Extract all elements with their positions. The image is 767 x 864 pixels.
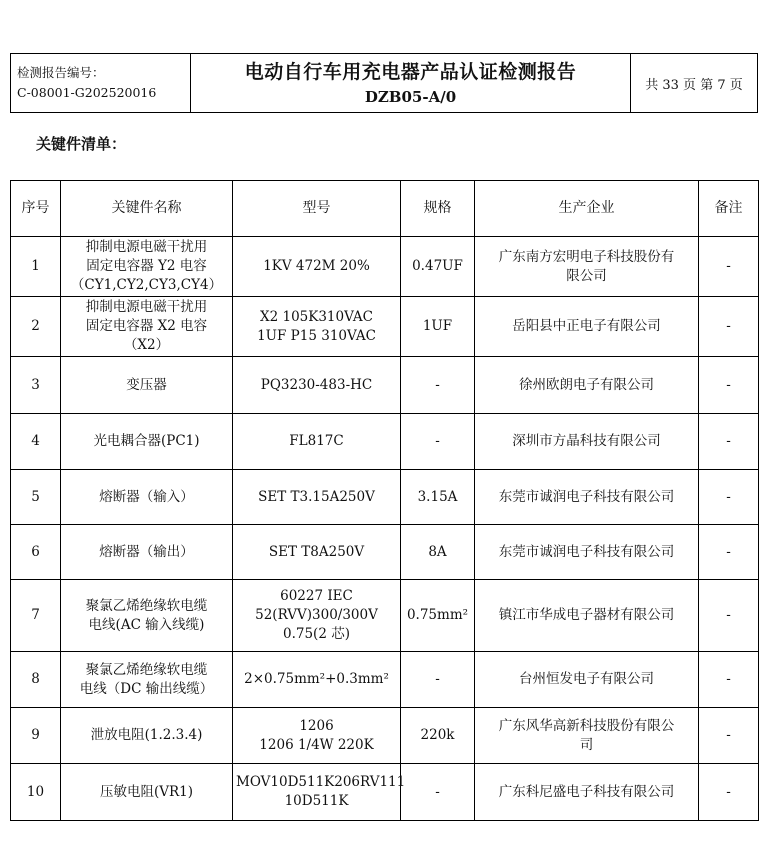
cell-maker <box>475 580 699 652</box>
cell-maker-line: 岳阳县中正电子有限公司 <box>512 318 661 334</box>
table-row <box>11 297 759 357</box>
cell-note: - <box>699 357 759 414</box>
cell-model <box>233 525 401 580</box>
cell-model <box>233 414 401 470</box>
cell-model-line: X2 105K310VAC <box>259 308 374 325</box>
cell-no: 8 <box>11 652 61 708</box>
cell-model-line: MOV10D511K206RV111 <box>236 774 406 790</box>
report-number-cell <box>11 54 191 112</box>
header-name: 关键件名称 <box>61 181 233 237</box>
cell-spec: 8A <box>401 525 475 580</box>
table-row <box>11 764 759 821</box>
cell-model <box>233 297 401 357</box>
cell-name-line: 固定电容器 Y2 电容 <box>86 258 207 274</box>
cell-no: 9 <box>11 708 61 764</box>
cell-maker <box>475 652 699 708</box>
cell-model-line: 2×0.75mm²+0.3mm² <box>244 671 389 687</box>
cell-model-line: PQ3230-483-HC <box>260 376 373 393</box>
cell-no: 10 <box>11 764 61 821</box>
cell-model-line: SET T3.15A250V <box>258 488 375 505</box>
cell-model-line: 0.75(2 芯) <box>283 626 350 642</box>
cell-spec: 0.47UF <box>401 237 475 297</box>
cell-note: - <box>699 414 759 470</box>
cell-no: 1 <box>11 237 61 297</box>
cell-name-line: （CY1,CY2,CY3,CY4） <box>70 277 223 293</box>
cell-model <box>233 652 401 708</box>
cell-no: 7 <box>11 580 61 652</box>
cell-note: - <box>699 580 759 652</box>
cell-maker-line: 司 <box>579 736 594 753</box>
cell-model <box>233 470 401 525</box>
cell-note: - <box>699 525 759 580</box>
cell-spec: - <box>401 764 475 821</box>
table-header-row <box>11 181 759 237</box>
cell-note: - <box>699 297 759 357</box>
table-row <box>11 525 759 580</box>
cell-note: - <box>699 237 759 297</box>
cell-name-line: 固定电容器 X2 电容 <box>85 318 208 334</box>
cell-model-line: SET T8A250V <box>268 543 365 560</box>
cell-model-line: 1UF P15 310VAC <box>257 327 376 344</box>
cell-spec: 0.75mm² <box>401 580 475 652</box>
cell-model-line: FL817C <box>289 433 344 449</box>
cell-model <box>233 764 406 821</box>
cell-name <box>61 525 233 580</box>
cell-spec: 1UF <box>401 297 475 357</box>
cell-name <box>61 470 233 525</box>
cell-name <box>61 237 233 297</box>
cell-spec: - <box>401 652 475 708</box>
cell-model <box>233 580 401 652</box>
cell-maker-line: 深圳市方晶科技有限公司 <box>512 433 661 449</box>
cell-no: 5 <box>11 470 61 525</box>
table-row <box>11 470 759 525</box>
cell-note: - <box>699 708 759 764</box>
report-code: DZB05-A/0 <box>364 88 457 106</box>
header-note: 备注 <box>699 181 759 237</box>
cell-maker-line: 徐州欧朗电子有限公司 <box>519 376 654 393</box>
cell-note: - <box>699 764 759 821</box>
cell-spec: - <box>401 414 475 470</box>
cell-name-line: （X2） <box>123 337 170 353</box>
cell-name <box>61 414 233 470</box>
cell-maker <box>475 297 699 357</box>
cell-no: 2 <box>11 297 61 357</box>
cell-maker-line: 镇江市华成电子器材有限公司 <box>498 607 675 623</box>
cell-maker-line: 限公司 <box>566 267 607 284</box>
report-title: 电动自行车用充电器产品认证检测报告 <box>244 61 577 83</box>
table-row <box>11 237 759 297</box>
cell-maker-line: 东莞市诚润电子科技有限公司 <box>498 543 675 560</box>
cell-name-line: 聚氯乙烯绝缘软电缆 <box>85 661 208 678</box>
cell-name-line: 聚氯乙烯绝缘软电缆 <box>85 597 208 614</box>
page-info: 共 33 页 第 7 页 <box>645 77 743 93</box>
cell-maker <box>475 414 699 470</box>
cell-maker <box>475 764 699 821</box>
cell-no: 3 <box>11 357 61 414</box>
cell-maker-line: 广东风华高新科技股份有限公 <box>498 717 675 734</box>
cell-model-line: 1206 1/4W 220K <box>259 736 374 753</box>
cell-model-line: 1KV 472M 20% <box>263 258 370 274</box>
cell-maker <box>475 708 699 764</box>
cell-maker-line: 台州恒发电子有限公司 <box>519 671 654 687</box>
cell-model-line: 1206 <box>299 717 334 734</box>
report-number-label: 检测报告编号： <box>17 65 105 80</box>
cell-maker <box>475 525 699 580</box>
cell-spec: 220k <box>401 708 475 764</box>
cell-name-line: 电线(AC 输入线缆) <box>88 616 205 633</box>
cell-model <box>233 237 401 297</box>
cell-maker <box>475 470 699 525</box>
cell-model <box>233 357 401 414</box>
table-row <box>11 708 759 764</box>
cell-name-line: 抑制电源电磁干扰用 <box>85 239 208 255</box>
section-title: 关键件清单： <box>36 135 127 153</box>
cell-model-line: 60227 IEC <box>280 588 353 604</box>
cell-name <box>61 652 233 708</box>
cell-name <box>61 357 233 414</box>
cell-name-line: 熔断器（输出） <box>99 543 194 560</box>
cell-name-line: 抑制电源电磁干扰用 <box>85 299 208 315</box>
cell-name <box>61 764 233 821</box>
cell-note: - <box>699 470 759 525</box>
table-row <box>11 357 759 414</box>
cell-name-line: 熔断器（输入） <box>99 488 194 505</box>
cell-name <box>61 708 233 764</box>
cell-name-line: 电线（DC 输出线缆） <box>79 680 214 697</box>
cell-maker <box>475 237 699 297</box>
cell-model-line: 10D511K <box>284 793 349 809</box>
cell-no: 4 <box>11 414 61 470</box>
header-maker: 生产企业 <box>475 181 699 237</box>
cell-maker-line: 广东南方宏明电子科技股份有 <box>498 248 675 265</box>
cell-no: 6 <box>11 525 61 580</box>
cell-model-line: 52(RVV)300/300V <box>255 607 378 623</box>
cell-name <box>61 297 233 357</box>
report-header <box>10 53 758 113</box>
header-no: 序号 <box>11 181 61 237</box>
cell-maker <box>475 357 699 414</box>
cell-spec: - <box>401 357 475 414</box>
report-number: C-08001-G202520016 <box>17 85 157 100</box>
cell-maker-line: 广东科尼盛电子科技有限公司 <box>498 783 675 800</box>
table-row <box>11 580 759 652</box>
header-model: 型号 <box>233 181 401 237</box>
report-title-cell <box>191 54 631 112</box>
table-row <box>11 414 759 470</box>
table-row <box>11 652 759 708</box>
cell-note: - <box>699 652 759 708</box>
key-components-table <box>10 180 759 821</box>
cell-maker-line: 东莞市诚润电子科技有限公司 <box>498 488 675 505</box>
header-spec: 规格 <box>401 181 475 237</box>
cell-name-line: 光电耦合器(PC1) <box>93 433 200 449</box>
cell-spec: 3.15A <box>401 470 475 525</box>
cell-name <box>61 580 233 652</box>
cell-model <box>233 708 401 764</box>
cell-name-line: 泄放电阻(1.2.3.4) <box>90 727 203 743</box>
cell-name-line: 压敏电阻(VR1) <box>99 783 194 800</box>
cell-name-line: 变压器 <box>126 376 167 393</box>
